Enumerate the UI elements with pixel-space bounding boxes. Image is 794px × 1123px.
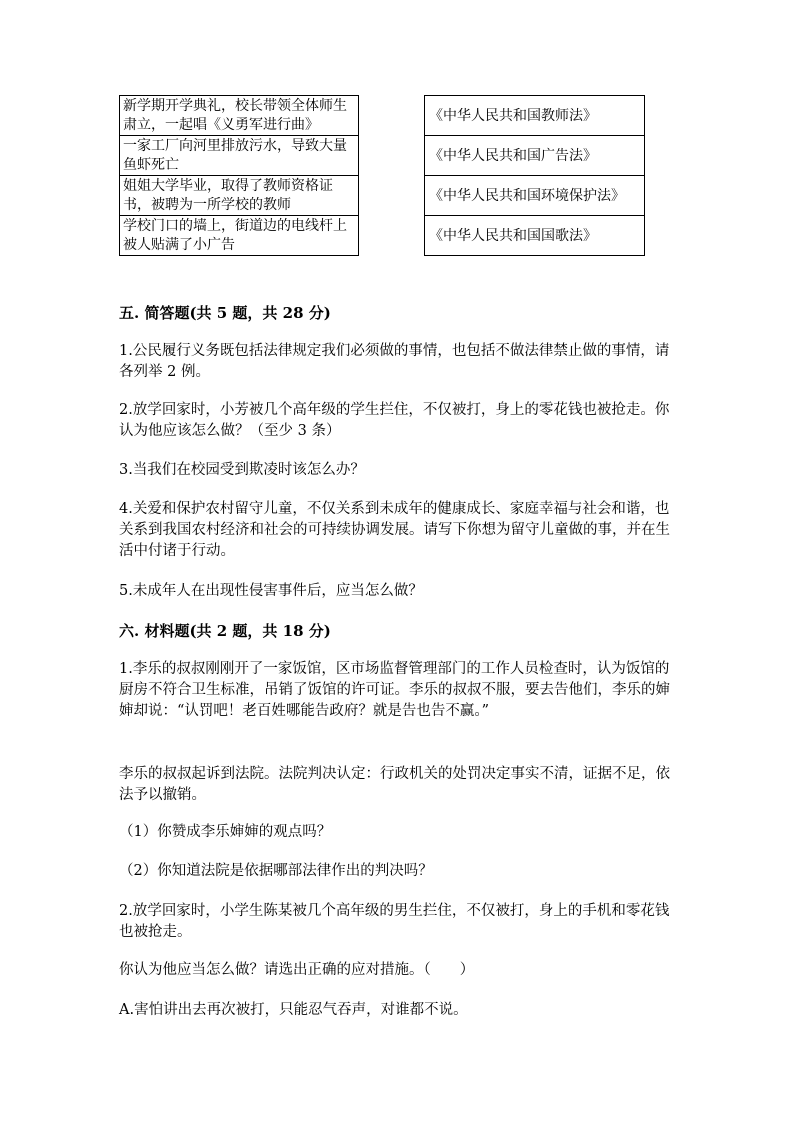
matching-table	[0, 95, 794, 263]
matching-left-item: 姐姐大学毕业，取得了教师资格证书，被聘为一所学校的教师	[120, 176, 358, 216]
matching-left-item: 学校门口的墙上，街道边的电线杆上被人贴满了小广告	[120, 216, 358, 256]
matching-right-item: 《中华人民共和国教师法》	[425, 96, 644, 136]
question-5-1: 1.公民履行义务既包括法律规定我们必须做的事情，也包括不做法律禁止做的事情，请各列举 2 例。	[119, 343, 670, 380]
question-5-4: 4.关爱和保护农村留守儿童，不仅关系到未成年的健康成长、家庭幸福与社会和谐，也关系到我国农村经济和社会的可持续协调发展。请写下你想为留守儿童做的事，并在生活中付诸于行动。	[119, 501, 670, 559]
material-6-1-sub1: （1）你赞成李乐婶婶的观点吗？	[119, 824, 332, 840]
section-5-title: 五. 简答题(共 5 题，共 28 分)	[119, 304, 331, 322]
matching-left-item: 一家工厂向河里排放污水，导致大量鱼虾死亡	[120, 136, 358, 176]
matching-right-column	[424, 95, 645, 256]
material-6-2: 2.放学回家时，小学生陈某被几个高年级的男生拦住，不仅被打，身上的手机和零花钱也被抢走。	[119, 903, 670, 940]
question-5-5: 5.未成年人在出现性侵害事件后，应当怎么做？	[119, 583, 423, 599]
question-5-2: 2.放学回家时，小芳被几个高年级的学生拦住，不仅被打，身上的零花钱也被抢走。你认为他应该怎么做？（至少 3 条）	[119, 402, 670, 439]
material-6-1: 1.李乐的叔叔刚刚开了一家饭馆，区市场监督管理部门的工作人员检查时，认为饭馆的厨房不符合卫生标准，吊销了饭馆的许可证。李乐的叔叔不服，要去告他们，李乐的婶婶却说：“认罚吧！老百姓哪能告政府？就是告也告不赢。”	[119, 661, 670, 719]
material-6-2-option-a: A.害怕讲出去再次被打，只能忍气吞声，对谁都不说。	[119, 1002, 468, 1018]
section-6-title: 六. 材料题(共 2 题，共 18 分)	[119, 622, 331, 640]
material-6-2-question: 你认为他应当怎么做？请选出正确的应对措施。（ ）	[119, 962, 475, 978]
matching-right-item: 《中华人民共和国国歌法》	[425, 216, 644, 256]
matching-left-item: 新学期开学典礼，校长带领全体师生肃立，一起唱《义勇军进行曲》	[120, 96, 358, 136]
material-6-1-continued: 李乐的叔叔起诉到法院。法院判决认定：行政机关的处罚决定事实不清，证据不足，依法予以撤销。	[119, 766, 670, 803]
matching-left-column	[119, 95, 359, 256]
matching-right-item: 《中华人民共和国环境保护法》	[425, 176, 644, 216]
material-6-1-sub2: （2）你知道法院是依据哪部法律作出的判决吗？	[119, 863, 433, 879]
matching-right-item: 《中华人民共和国广告法》	[425, 136, 644, 176]
question-5-3: 3.当我们在校园受到欺凌时该怎么办？	[119, 462, 365, 478]
